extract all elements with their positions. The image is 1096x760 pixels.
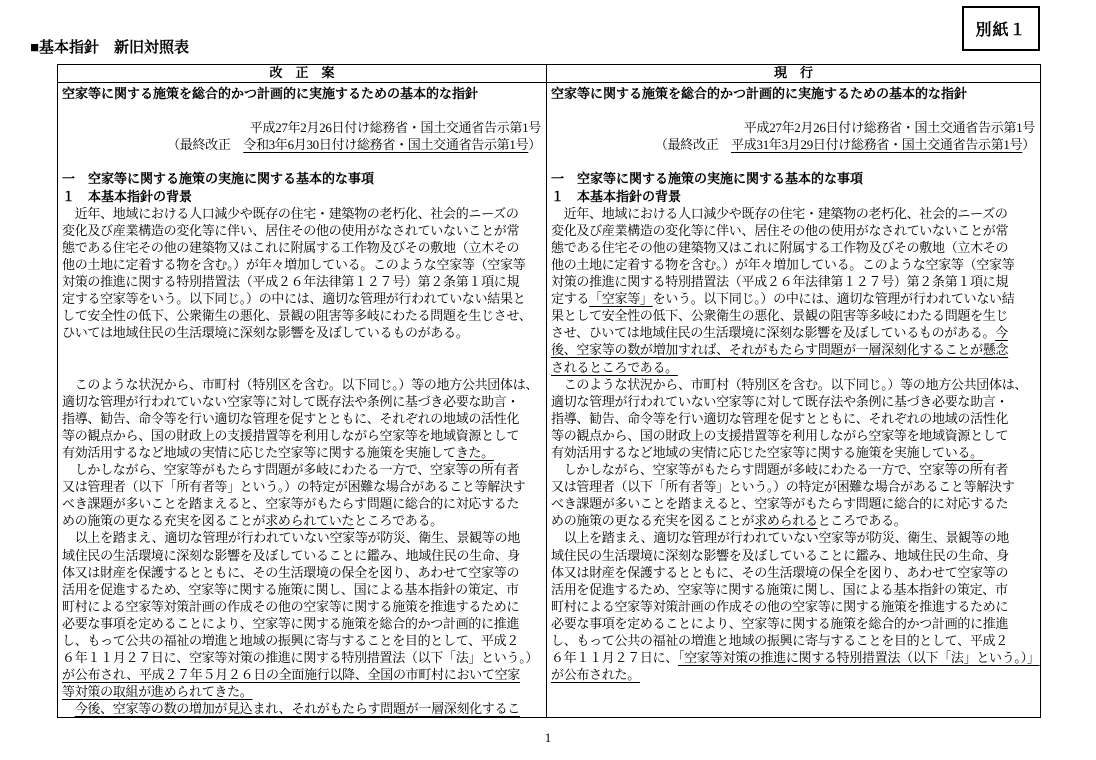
text-line: 平成27年2月26日付け総務省・国土交通省告示第1号 (249, 120, 541, 136)
changed-text: 求められる (754, 513, 818, 529)
text-line: 必要な事項を定めることにより、空家等に関する施策を総合的かつ計画的に推進 (551, 615, 1009, 631)
table-header-row (58, 65, 1040, 83)
text-line: １ 本基本指針の背景 (551, 188, 682, 204)
text-line (62, 700, 543, 717)
changed-text: 今後、空家等の数の増加が見込まれ、それがもたらす問題が一層深刻化するこ (74, 701, 520, 717)
text-line: 対策の推進に関する特別措置法（平成２６年法律第１２７号）第２条第１項に規 (551, 274, 1009, 290)
text-line: 等の観点から、国の財政上の支援措置等を利用しながら空家等を地域資源として (62, 427, 520, 443)
text-line: １ 本基本指針の背景 (62, 188, 193, 204)
text-line: させ、ひいては地域住民の生活環境に深刻な影響を及ぼしているものがある。今 (551, 325, 1008, 341)
text-line: 以上を踏まえ、適切な管理が行われていない空家等が防災、衛生、景観等の地 (62, 530, 520, 546)
attachment-label-text: 別紙１ (975, 22, 1027, 39)
text-line: 町村による空家等対策計画の作成その他の空家等に関する施策を推進するために (62, 598, 520, 614)
table-body (58, 83, 1040, 717)
text-line: 態である住宅その他の建築物又はこれに附属する工作物及びその敷地（立木その (551, 239, 1009, 255)
text-line: このような状況から、市町村（特別区を含む。以下同じ。）等の地方公共団体は、 (62, 376, 539, 392)
text-line: 指導、勧告、命令等を行い適切な管理を促すとともに、それぞれの地域の活性化 (62, 410, 520, 426)
text-line (551, 153, 1037, 170)
column-header-amendment: 改 正 案 (58, 65, 547, 82)
text-line: （最終改正 平成31年3月29日付け総務省・国土交通省告示第1号） (654, 137, 1035, 153)
text-line: 平成27年2月26日付け総務省・国土交通省告示第1号 (743, 120, 1035, 136)
page-title: ■基本指針 新旧対照表 (30, 39, 190, 56)
text-line (62, 102, 543, 119)
text-line (551, 341, 1037, 358)
text-line: 又は管理者（以下「所有者等」という。）の特定が困難な場合があること等解決す (62, 479, 526, 495)
changed-text: 後、空家等の数が増加すれば、それがもたらす問題が一層深刻化することが懸念 (551, 342, 1009, 358)
column-header-current: 現 行 (773, 65, 813, 80)
text-line (62, 683, 543, 700)
text-line: 指導、勧告、命令等を行い適切な管理を促すとともに、それぞれの地域の活性化 (551, 410, 1009, 426)
text-line (551, 666, 1037, 683)
text-line: 適切な管理が行われていない空家等に対して既存法や条例に基づき必要な助言・ (551, 393, 1009, 409)
text-line: 必要な事項を定めることにより、空家等に関する施策を総合的かつ計画的に推進 (62, 615, 520, 631)
text-line: 空家等に関する施策を総合的かつ計画的に実施するための基本的な指針 (62, 86, 479, 101)
text-line: 対策の推進に関する特別措置法（平成２６年法律第１２７号）第２条第１項に規 (62, 274, 520, 290)
text-line (62, 341, 543, 358)
text-line: 定する「空家等」をいう。以下同じ。）の中には、適切な管理が行われていない結 (551, 291, 1015, 307)
text-line (62, 359, 543, 376)
text-line: 域住民の生活環境に深刻な影響を及ぼしていることに鑑み、地域住民の生命、身 (551, 547, 1009, 563)
text-line: 変化及び産業構造の変化等に伴い、居住その他の使用がなされていないことが常 (62, 222, 520, 238)
text-line: 他の土地に定着する物を含む。）が年々増加している。このような空家等（空家等 (551, 256, 1015, 272)
text-line: 活用を促進するため、空家等に関する施策に関し、国による基本指針の策定、市 (551, 581, 1008, 597)
text-line: 適切な管理が行われていない空家等に対して既存法や条例に基づき必要な助言・ (62, 393, 520, 409)
text-line: 果として安全性の低下、公衆衛生の悪化、景観の阻害等多岐にわたる問題を生じ (551, 308, 1009, 324)
amendment-column (58, 83, 547, 717)
text-line: 空家等に関する施策を総合的かつ計画的に実施するための基本的な指針 (551, 86, 968, 101)
changed-text: 令和3年6月30日付け総務省・国土交通省告示第1号 (243, 137, 529, 153)
text-line: 有効活用するなど地域の実情に応じた空家等に関する施策を実施している。 (551, 444, 983, 460)
text-line: し、もって公共の福祉の増進と地域の振興に寄与することを目的として、平成２ (62, 633, 519, 648)
text-line: べき課題が多いことを踏まえると、空家等がもたらす問題に総合的に対応するた (551, 496, 1009, 512)
current-column (547, 83, 1040, 717)
changed-text: されるところである。 (551, 359, 678, 375)
text-line: めの施策の更なる充実を図ることが求められていたところである。 (62, 513, 443, 529)
text-line: 町村による空家等対策計画の作成その他の空家等に関する施策を推進するために (551, 598, 1009, 614)
text-line: し、もって公共の福祉の増進と地域の振興に寄与することを目的として、平成２ (551, 633, 1008, 648)
text-line (62, 666, 543, 683)
text-line: 等の観点から、国の財政上の支援措置等を利用しながら空家等を地域資源として (551, 427, 1009, 443)
text-line: 域住民の生活環境に深刻な影響を及ぼしていることに鑑み、地域住民の生命、身 (62, 547, 520, 563)
changed-text: 今 (995, 325, 1008, 341)
text-line: 近年、地域における人口減少や既存の住宅・建築物の老朽化、社会的ニーズの (62, 205, 519, 221)
text-line: 体又は財産を保護するとともに、その生活環境の保全を図り、あわせて空家等の (62, 564, 520, 580)
page-number: 1 (544, 730, 552, 745)
text-line: 他の土地に定着する物を含む。）が年々増加している。このような空家等（空家等 (62, 256, 526, 272)
comparison-table (57, 64, 1041, 718)
changed-text: 平成31年3月29日付け総務省・国土交通省告示第1号 (731, 137, 1023, 153)
text-line: ひいては地域住民の生活環境に深刻な影響を及ぼしているものがある。 (62, 325, 469, 341)
text-line: （最終改正 令和3年6月30日付け総務省・国土交通省告示第1号） (167, 137, 541, 153)
text-line: 近年、地域における人口減少や既存の住宅・建築物の老朽化、社会的ニーズの (551, 205, 1008, 221)
text-line: しかしながら、空家等がもたらす問題が多岐にわたる一方で、空家等の所有者 (551, 462, 1008, 478)
text-line: 又は管理者（以下「所有者等」という。）の特定が困難な場合があること等解決す (551, 479, 1015, 495)
text-line: べき課題が多いことを踏まえると、空家等がもたらす問題に総合的に対応するた (62, 496, 520, 512)
text-line: このような状況から、市町村（特別区を含む。以下同じ。）等の地方公共団体は、 (551, 376, 1028, 392)
text-line (62, 153, 543, 170)
text-line: しかしながら、空家等がもたらす問題が多岐にわたる一方で、空家等の所有者 (62, 462, 519, 478)
text-line: ６年１１月２７日に、「空家等対策の推進に関する特別措置法（以下「法」という。）」 (551, 650, 1040, 666)
text-line: 一 空家等に関する施策の実施に関する基本的な事項 (551, 171, 864, 187)
text-line: めの施策の更なる充実を図ることが求められるところである。 (551, 513, 907, 529)
text-line: ６年１１月２７日に、空家等対策の推進に関する特別措置法（以下「法」という。） (62, 650, 539, 666)
text-line (551, 359, 1037, 376)
text-line: 有効活用するなど地域の実情に応じた空家等に関する施策を実施してきた。 (62, 444, 494, 460)
text-line: 体又は財産を保護するとともに、その生活環境の保全を図り、あわせて空家等の (551, 564, 1009, 580)
text-line: 活用を促進するため、空家等に関する施策に関し、国による基本指針の策定、市 (62, 581, 519, 597)
changed-text: が公布された。 (551, 667, 640, 683)
changed-text: 求められていた (265, 513, 355, 529)
text-line (551, 102, 1037, 119)
changed-text: 等対策の取組が進められてきた。 (62, 684, 253, 700)
changed-text: 「空家等」 (589, 291, 653, 307)
changed-text: 「空家等対策の推進に関する特別措置法（以下「法」という。）」 (678, 650, 1040, 666)
text-line: 以上を踏まえ、適切な管理が行われていない空家等が防災、衛生、景観等の地 (551, 530, 1009, 546)
attachment-label (962, 6, 1040, 51)
changed-text: きた。 (455, 444, 494, 460)
changed-text: が公布され、平成２７年５月２６日の全面施行以降、全国の市町村において空家 (62, 667, 520, 683)
text-line: 態である住宅その他の建築物又はこれに附属する工作物及びその敷地（立木その (62, 239, 520, 255)
changed-text: いる。 (944, 444, 983, 460)
text-line: 一 空家等に関する施策の実施に関する基本的な事項 (62, 171, 375, 187)
text-line: 定する空家等をいう。以下同じ。）の中には、適切な管理が行われていない結果と (62, 291, 526, 307)
text-line: して安全性の低下、公衆衛生の悪化、景観の阻害等多岐にわたる問題を生じさせ、 (62, 308, 532, 324)
text-line: 変化及び産業構造の変化等に伴い、居住その他の使用がなされていないことが常 (551, 222, 1009, 238)
